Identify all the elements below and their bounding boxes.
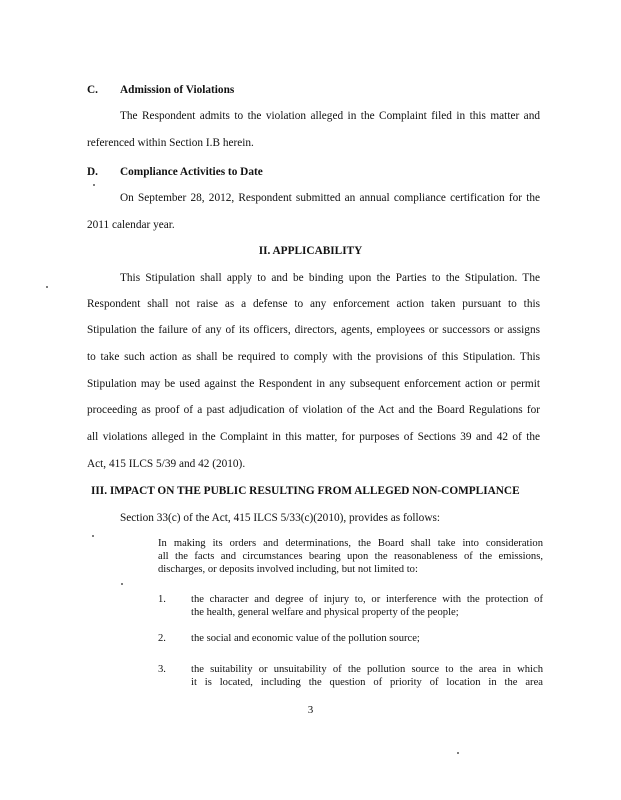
applicability-heading: II. APPLICABILITY bbox=[258, 245, 363, 257]
applicability-line-7: all violations alleged in the Complaint in this matter, for purposes of Sections 39 and 42 of the bbox=[87, 431, 540, 443]
impact-block-line-2: all the facts and circumstances bearing upon the reasonableness of the emissions, bbox=[158, 551, 543, 562]
scan-speck bbox=[93, 184, 95, 186]
section-c-line-1: The Respondent admits to the violation alleged in the Complaint filed in this matter and bbox=[120, 110, 540, 122]
list-item-line: the suitability or unsuitability of the pollution source to the area in which bbox=[191, 664, 543, 675]
list-item-line: the social and economic value of the pollution source; bbox=[191, 633, 420, 644]
section-d-letter: D. bbox=[87, 166, 98, 178]
section-c-line-2: referenced within Section I.B herein. bbox=[87, 137, 254, 149]
list-item-number: 2. bbox=[158, 633, 166, 644]
impact-intro: Section 33(c) of the Act, 415 ILCS 5/33(c)(2010), provides as follows: bbox=[120, 512, 441, 524]
applicability-line-3: Stipulation the failure of any of its officers, directors, agents, employees or successors or assigns bbox=[87, 324, 540, 336]
scan-speck bbox=[92, 535, 94, 537]
applicability-line-2: Respondent shall not raise as a defense to any enforcement action taken pursuant to this bbox=[87, 298, 540, 310]
applicability-line-5: Stipulation may be used against the Respondent in any subsequent enforcement action or permit bbox=[87, 378, 540, 390]
applicability-line-6: proceeding as proof of a past adjudication of violation of the Act and the Board Regulations for bbox=[87, 404, 540, 416]
list-item-number: 1. bbox=[158, 594, 166, 605]
impact-block-line-1: In making its orders and determinations, the Board shall take into consideration bbox=[158, 538, 543, 549]
section-c-letter: C. bbox=[87, 84, 98, 96]
applicability-line-1: This Stipulation shall apply to and be binding upon the Parties to the Stipulation. The bbox=[120, 272, 540, 284]
scan-speck bbox=[46, 286, 48, 288]
list-item-line: it is located, including the question of priority of location in the area bbox=[191, 677, 543, 688]
section-d-line-2: 2011 calendar year. bbox=[87, 219, 175, 231]
list-item-number: 3. bbox=[158, 664, 166, 675]
section-d-line-1: On September 28, 2012, Respondent submitted an annual compliance certification for the bbox=[120, 192, 540, 204]
section-d-title: Compliance Activities to Date bbox=[120, 166, 263, 178]
applicability-line-4: to take such action as shall be required to comply with the provisions of this Stipulation. This bbox=[87, 351, 540, 363]
section-c-title: Admission of Violations bbox=[120, 84, 235, 96]
list-item-line: the character and degree of injury to, or interference with the protection of bbox=[191, 594, 543, 605]
scan-speck bbox=[457, 752, 459, 754]
list-item-line: the health, general welfare and physical property of the people; bbox=[191, 607, 459, 618]
impact-block-line-3: discharges, or deposits involved including, but not limited to: bbox=[158, 564, 418, 575]
impact-heading: III. IMPACT ON THE PUBLIC RESULTING FROM ALLEGED NON-COMPLIANCE bbox=[91, 485, 520, 497]
scan-speck bbox=[121, 583, 123, 585]
page-number: 3 bbox=[307, 704, 314, 716]
applicability-line-8: Act, 415 ILCS 5/39 and 42 (2010). bbox=[87, 458, 246, 470]
